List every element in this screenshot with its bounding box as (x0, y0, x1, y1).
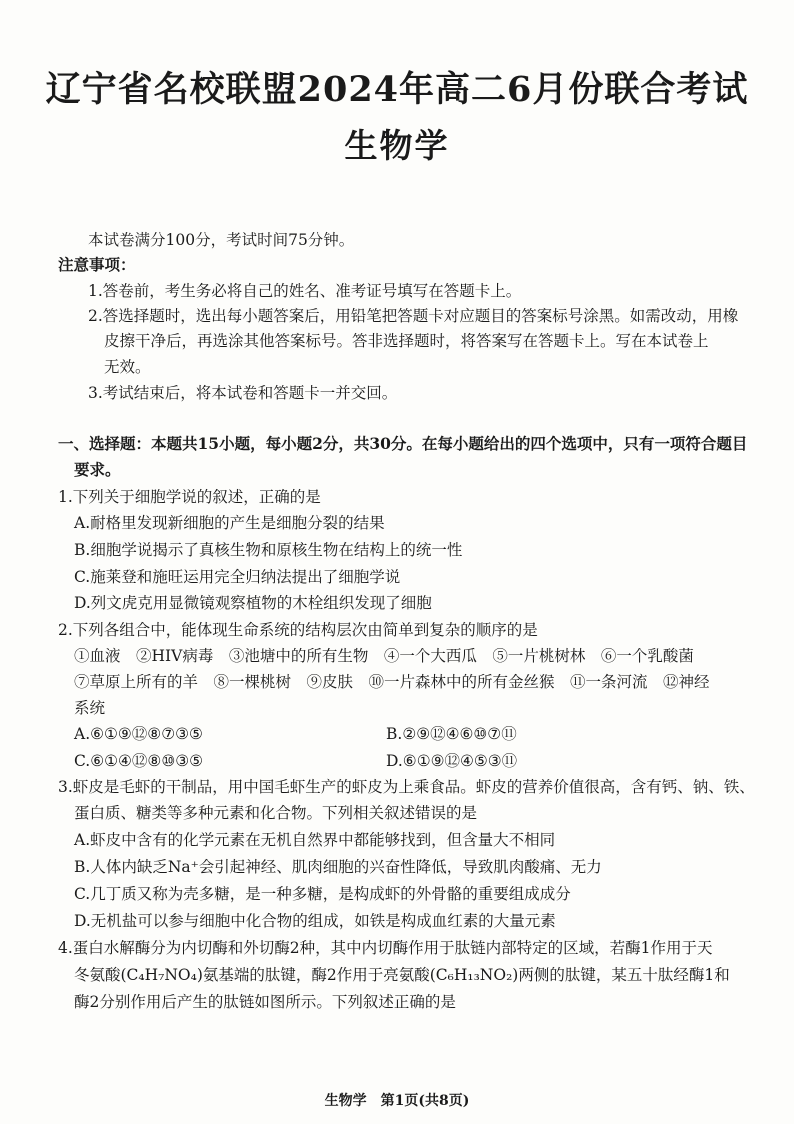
question-2-option-d: D.⑥①⑨⑫④⑤③⑪ (386, 752, 518, 770)
question-2-option-b: B.②⑨⑫④⑥⑩⑦⑪ (386, 725, 517, 743)
question-3-option: C.几丁质又称为壳多糖，是一种多糖，是构成虾的外骨骼的重要组成成分 (74, 885, 571, 903)
question-1-option: B.细胞学说揭示了真核生物和原核生物在结构上的统一性 (74, 541, 463, 559)
question-3-stem-cont: 蛋白质、糖类等多种元素和化合物。下列相关叙述错误的是 (74, 804, 478, 822)
section-heading: 一、选择题：本题共15小题，每小题2分，共30分。在每小题给出的四个选项中，只有一项符合题目 (58, 434, 748, 453)
page-footer: 生物学 第1页(共8页) (324, 1093, 470, 1109)
question-4-stem: 4.蛋白水解酶分为内切酶和外切酶2种，其中内切酶作用于肽链内部特定的区域，若酶1作用于天 (58, 939, 713, 957)
notice-heading: 注意事项： (58, 255, 136, 274)
notice-item: 2.答选择题时，选出每小题答案后，用铅笔把答题卡对应题目的答案标号涂黑。如需改动，用橡 (88, 307, 739, 325)
subject-title: 生物学 (344, 126, 450, 165)
notice-item: 无效。 (104, 358, 151, 376)
question-2-stem: 2.下列各组合中，能体现生命系统的结构层次由简单到复杂的顺序的是 (58, 621, 538, 639)
notice-item: 1.答卷前，考生务必将自己的姓名、准考证号填写在答题卡上。 (88, 282, 522, 300)
question-1-option: C.施莱登和施旺运用完全归纳法提出了细胞学说 (74, 568, 401, 586)
question-3-stem: 3.虾皮是毛虾的干制品，用中国毛虾生产的虾皮为上乘食品。虾皮的营养价值很高，含有钙、钠、铁、 (58, 778, 755, 796)
question-4-stem-cont: 酶2分别作用后产生的肽链如图所示。下列叙述正确的是 (74, 993, 456, 1011)
notice-item: 皮擦干净后，再选涂其他答案标号。答非选择题时，将答案写在答题卡上。写在本试卷上 (104, 332, 709, 350)
question-1-stem: 1.下列关于细胞学说的叙述，正确的是 (58, 488, 321, 506)
question-4-stem-cont: 冬氨酸(C₄H₇NO₄)氨基端的肽键，酶2作用于亮氨酸(C₆H₁₃NO₂)两侧的肽键，某五十肽经酶1和 (74, 966, 730, 984)
exam-intro: 本试卷满分100分，考试时间75分钟。 (88, 231, 355, 249)
question-2-items: ①血液 ②HIV病毒 ③池塘中的所有生物 ④一个大西瓜 ⑤一片桃树林 ⑥一个乳酸菌 (74, 647, 694, 665)
notice-item: 3.考试结束后，将本试卷和答题卡一并交回。 (88, 384, 398, 402)
question-2-items: ⑦草原上所有的羊 ⑧一棵桃树 ⑨皮肤 ⑩一片森林中的所有金丝猴 ⑪一条河流 ⑫神经 (74, 673, 710, 691)
question-2-items: 系统 (74, 699, 106, 717)
question-3-option: B.人体内缺乏Na⁺会引起神经、肌肉细胞的兴奋性降低，导致肌肉酸痛、无力 (74, 858, 602, 876)
question-3-option: D.无机盐可以参与细胞中化合物的组成，如铁是构成血红素的大量元素 (74, 912, 556, 930)
section-heading-cont: 要求。 (74, 460, 121, 479)
question-3-option: A.虾皮中含有的化学元素在无机自然界中都能够找到，但含量大不相同 (74, 831, 556, 849)
exam-title: 辽宁省名校联盟2024年高二6月份联合考试 (45, 69, 749, 110)
question-2-option-c: C.⑥①④⑫⑧⑩③⑤ (74, 752, 204, 770)
question-1-option: A.耐格里发现新细胞的产生是细胞分裂的结果 (74, 514, 385, 532)
question-1-option: D.列文虎克用显微镜观察植物的木栓组织发现了细胞 (74, 594, 432, 612)
question-2-option-a: A.⑥①⑨⑫⑧⑦③⑤ (74, 725, 203, 743)
